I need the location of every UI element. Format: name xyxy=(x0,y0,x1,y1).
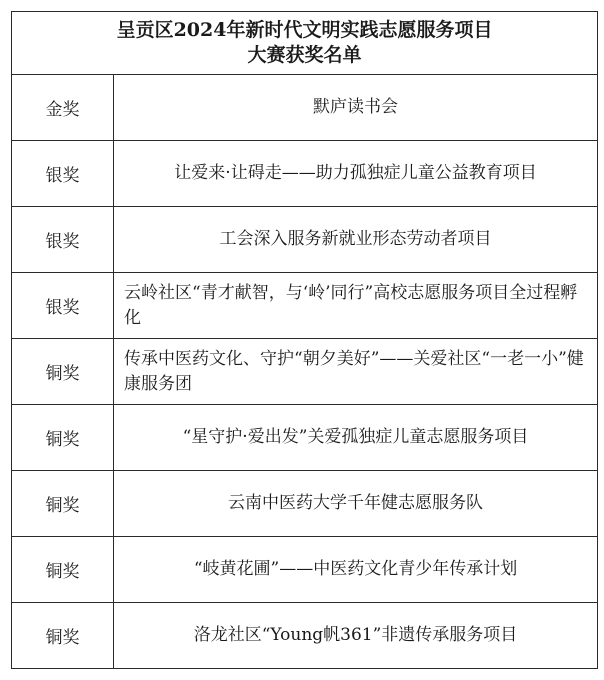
table-title xyxy=(12,12,598,75)
title-line-2: 大赛获奖名单 xyxy=(247,44,362,66)
project-name: 洛龙社区“Young帆361”非遗传承服务项目 xyxy=(114,603,598,669)
table-row xyxy=(12,471,598,537)
project-name: “岐黄花圃”——中医药文化青少年传承计划 xyxy=(114,537,598,603)
title-row xyxy=(12,12,598,75)
table-row xyxy=(12,339,598,405)
award-level: 银奖 xyxy=(12,141,114,207)
project-name: 工会深入服务新就业形态劳动者项目 xyxy=(114,207,598,273)
table-row xyxy=(12,141,598,207)
project-name: “星守护·爱出发”关爱孤独症儿童志愿服务项目 xyxy=(114,405,598,471)
award-level: 铜奖 xyxy=(12,339,114,405)
award-level: 铜奖 xyxy=(12,405,114,471)
title-line-1: 呈贡区2024年新时代文明实践志愿服务项目 xyxy=(116,19,493,41)
table-row xyxy=(12,207,598,273)
award-level: 铜奖 xyxy=(12,603,114,669)
project-name: 传承中医药文化、守护“朝夕美好”——关爱社区“一老一小”健康服务团 xyxy=(114,339,598,405)
project-name: 让爱来·让碍走——助力孤独症儿童公益教育项目 xyxy=(114,141,598,207)
award-level: 金奖 xyxy=(12,75,114,141)
table-row xyxy=(12,603,598,669)
award-level: 银奖 xyxy=(12,273,114,339)
award-level: 铜奖 xyxy=(12,471,114,537)
project-name: 云岭社区“青才献智，与‘岭’同行”高校志愿服务项目全过程孵化 xyxy=(114,273,598,339)
table-row xyxy=(12,405,598,471)
project-name: 云南中医药大学千年健志愿服务队 xyxy=(114,471,598,537)
table-row xyxy=(12,75,598,141)
table-row xyxy=(12,537,598,603)
table-row xyxy=(12,273,598,339)
award-level: 铜奖 xyxy=(12,537,114,603)
award-level: 银奖 xyxy=(12,207,114,273)
award-table xyxy=(11,11,598,669)
project-name: 默庐读书会 xyxy=(114,75,598,141)
